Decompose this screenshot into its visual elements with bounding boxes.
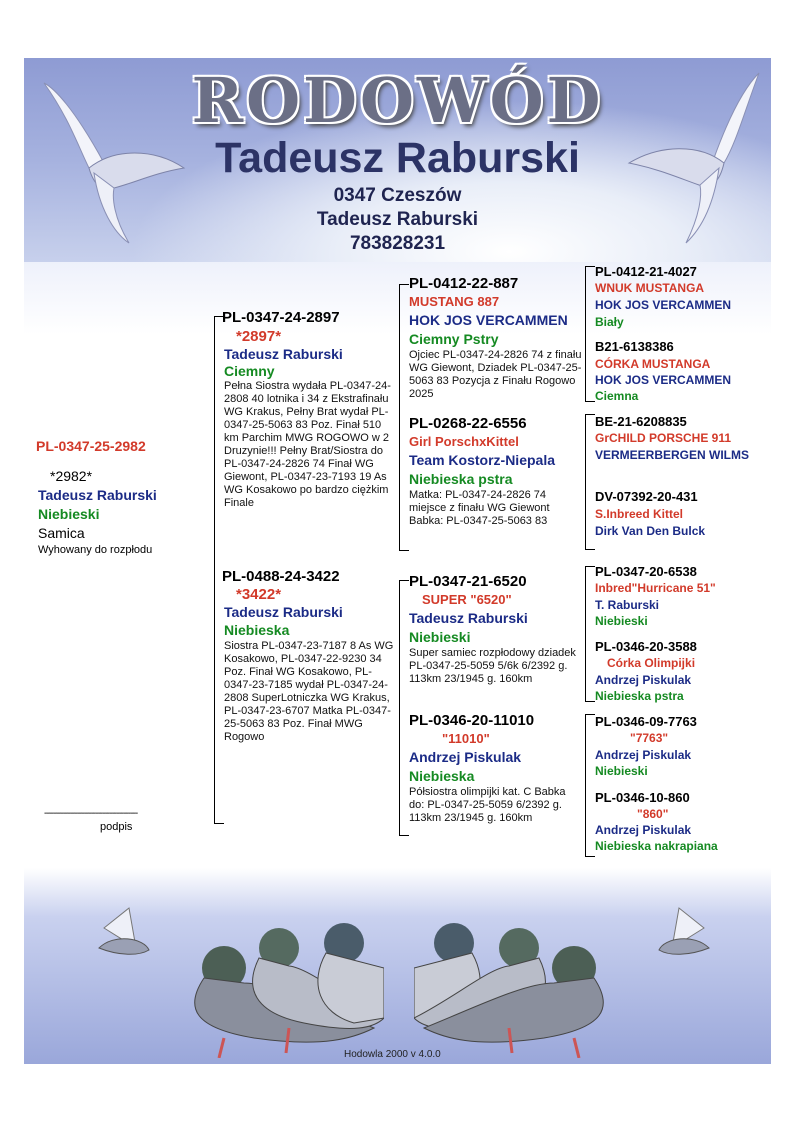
owner-name-line: Tadeusz Raburski bbox=[316, 209, 479, 230]
ff-name: MUSTANG 887 bbox=[409, 294, 500, 309]
mm-notes: Półsiostra olimpijki kat. C Babka do: PL-0347-25-5059 6/2392 g. 113km 23/1945 g. 160km bbox=[409, 786, 566, 824]
g7-color: Niebieski bbox=[595, 764, 648, 778]
pigeons-left-group-icon bbox=[54, 888, 384, 1058]
mm-ring: PL-0346-20-11010 bbox=[409, 712, 535, 729]
mother-ring: PL-0488-24-3422 bbox=[222, 568, 340, 585]
footer-banner bbox=[24, 868, 771, 1064]
g2-name: CÓRKA MUSTANGA bbox=[595, 357, 711, 371]
mm-name: "11010" bbox=[442, 731, 490, 746]
g1-breeder: HOK JOS VERCAMMEN bbox=[595, 298, 732, 312]
g2-ring: B21-6138386 bbox=[595, 339, 674, 354]
bracket-parents bbox=[214, 316, 215, 824]
g8-name: "860" bbox=[637, 807, 669, 821]
g7-breeder: Andrzej Piskulak bbox=[595, 748, 692, 762]
owner-address: 0347 Czeszów bbox=[333, 185, 462, 206]
mm-color: Niebieska bbox=[409, 768, 475, 784]
g6-breeder: Andrzej Piskulak bbox=[595, 673, 692, 687]
subject-note: Wyhowany do rozpłodu bbox=[38, 544, 153, 556]
g7-ring: PL-0346-09-7763 bbox=[595, 714, 697, 729]
bracket-tick bbox=[585, 566, 595, 567]
bracket-tick bbox=[585, 414, 595, 415]
header-banner bbox=[24, 58, 771, 262]
father-color: Ciemny bbox=[224, 363, 275, 379]
g7-name: "7763" bbox=[630, 731, 669, 745]
fm-color: Niebieska pstra bbox=[409, 471, 513, 487]
subject-name: *2982* bbox=[50, 468, 93, 484]
g6-color: Niebieska pstra bbox=[595, 689, 684, 703]
g6-ring: PL-0346-20-3588 bbox=[595, 639, 697, 654]
subject-ring: PL-0347-25-2982 bbox=[36, 438, 146, 454]
bracket-tick bbox=[585, 714, 595, 715]
fm-breeder: Team Kostorz-Niepala bbox=[409, 452, 555, 468]
signature-line: ---------------------------------------- bbox=[44, 808, 138, 819]
g3-breeder: VERMEERBERGEN WILMS bbox=[595, 448, 750, 462]
mf-ring: PL-0347-21-6520 bbox=[409, 573, 527, 590]
g4-ring: DV-07392-20-431 bbox=[595, 489, 698, 504]
g1-name: WNUK MUSTANGA bbox=[595, 281, 705, 295]
bracket-mf bbox=[585, 566, 586, 702]
bracket-mm bbox=[585, 714, 586, 857]
owner-name: Tadeusz Raburski bbox=[215, 134, 580, 182]
bracket-tick bbox=[585, 401, 595, 402]
owner-phone: 783828231 bbox=[349, 233, 446, 254]
bracket-father bbox=[399, 284, 400, 551]
mother-color: Niebieska bbox=[224, 622, 290, 638]
subject-breeder: Tadeusz Raburski bbox=[38, 487, 157, 503]
mother-name: *3422* bbox=[236, 586, 282, 603]
g1-ring: PL-0412-21-4027 bbox=[595, 264, 697, 279]
g4-name: S.Inbreed Kittel bbox=[595, 507, 684, 521]
ff-color: Ciemny Pstry bbox=[409, 331, 499, 347]
g5-breeder: T. Raburski bbox=[595, 598, 660, 612]
g3-ring: BE-21-6208835 bbox=[595, 414, 687, 429]
g2-breeder: HOK JOS VERCAMMEN bbox=[595, 373, 732, 387]
g3-name: GrCHILD PORSCHE 911 bbox=[595, 431, 732, 445]
mf-notes: Super samiec rozpłodowy dziadek PL-0347-25-5059 5/6k 6/2392 g. 113km 23/1945 g. 160km bbox=[409, 647, 576, 685]
fm-ring: PL-0268-22-6556 bbox=[409, 415, 527, 432]
fm-name: Girl PorschxKittel bbox=[409, 434, 519, 449]
ff-breeder: HOK JOS VERCAMMEN bbox=[409, 312, 568, 328]
bracket-ff bbox=[585, 266, 586, 402]
mf-breeder: Tadeusz Raburski bbox=[409, 610, 528, 626]
ff-notes: Ojciec PL-0347-24-2826 74 z finału WG Giewont, Dziadek PL-0347-25-5063 83 Pozycja z Finału Rogowo 2025 bbox=[409, 349, 582, 400]
bracket-tick bbox=[585, 549, 595, 550]
g8-ring: PL-0346-10-860 bbox=[595, 790, 690, 805]
father-breeder: Tadeusz Raburski bbox=[224, 346, 343, 362]
bracket-tick bbox=[585, 701, 595, 702]
father-name: *2897* bbox=[236, 328, 282, 345]
document-title: RODOWÓD bbox=[191, 64, 604, 137]
g4-breeder: Dirk Van Den Bulck bbox=[595, 524, 706, 538]
mm-breeder: Andrzej Piskulak bbox=[409, 749, 522, 765]
bracket-tick bbox=[399, 284, 409, 285]
bracket-fm bbox=[585, 414, 586, 550]
bracket-tick bbox=[399, 550, 409, 551]
software-version: Hodowla 2000 v 4.0.0 bbox=[344, 1049, 441, 1060]
father-ring: PL-0347-24-2897 bbox=[222, 309, 340, 326]
bracket-tick bbox=[585, 856, 595, 857]
mother-notes: Siostra PL-0347-23-7187 8 As WG Kosakowo, PL-0347-22-9230 34 Poz. Finał WG Kosakowo, PL-0347-23-7185 wydał PL-0347-24-2808 SuperLotniczka WG Krakus, PL-0347-23-6707 Matka PL-0347-25-5063 83 Poz. Finał MWG Rogowo bbox=[224, 640, 394, 743]
bracket-tick bbox=[214, 823, 224, 824]
mf-color: Niebieski bbox=[409, 629, 471, 645]
subject-sex: Samica bbox=[38, 525, 85, 541]
father-notes: Pełna Siostra wydała PL-0347-24-2808 40 lotnika i 34 z Ekstrafinału WG Krakus, Pełny Brat wydał PL-0347-25-5063 83 Poz. Finał 510 km Parchim MWG ROGOWO w 2 Druzynie!!! Pełny Brat/Siostra do PL-0347-24-2826 74 Finał WG Giewont, PL-0347-23-7193 19 As WG Kosakowo po bardzo ciężkim Finale bbox=[224, 380, 391, 509]
g5-name: Inbred"Hurricane 51" bbox=[595, 581, 716, 595]
bracket-tick bbox=[585, 266, 595, 267]
subject-color: Niebieski bbox=[38, 506, 100, 522]
g1-color: Biały bbox=[595, 315, 624, 329]
bracket-tick bbox=[399, 580, 409, 581]
g5-ring: PL-0347-20-6538 bbox=[595, 564, 697, 579]
g8-breeder: Andrzej Piskulak bbox=[595, 823, 692, 837]
ff-ring: PL-0412-22-887 bbox=[409, 275, 519, 292]
pigeons-right-group-icon bbox=[414, 888, 754, 1058]
mf-name: SUPER "6520" bbox=[422, 592, 512, 607]
g6-name: Córka Olimpijki bbox=[607, 656, 696, 670]
pedigree-page bbox=[24, 58, 771, 1064]
bracket-mother bbox=[399, 580, 400, 836]
g2-color: Ciemna bbox=[595, 389, 639, 403]
g8-color: Niebieska nakrapiana bbox=[595, 839, 718, 853]
fm-notes: Matka: PL-0347-24-2826 74 miejsce z finału WG Giewont Babka: PL-0347-25-5063 83 bbox=[409, 489, 550, 527]
g5-color: Niebieski bbox=[595, 614, 648, 628]
signature-label: podpis bbox=[100, 821, 133, 833]
bracket-tick bbox=[399, 835, 409, 836]
mother-breeder: Tadeusz Raburski bbox=[224, 604, 343, 620]
